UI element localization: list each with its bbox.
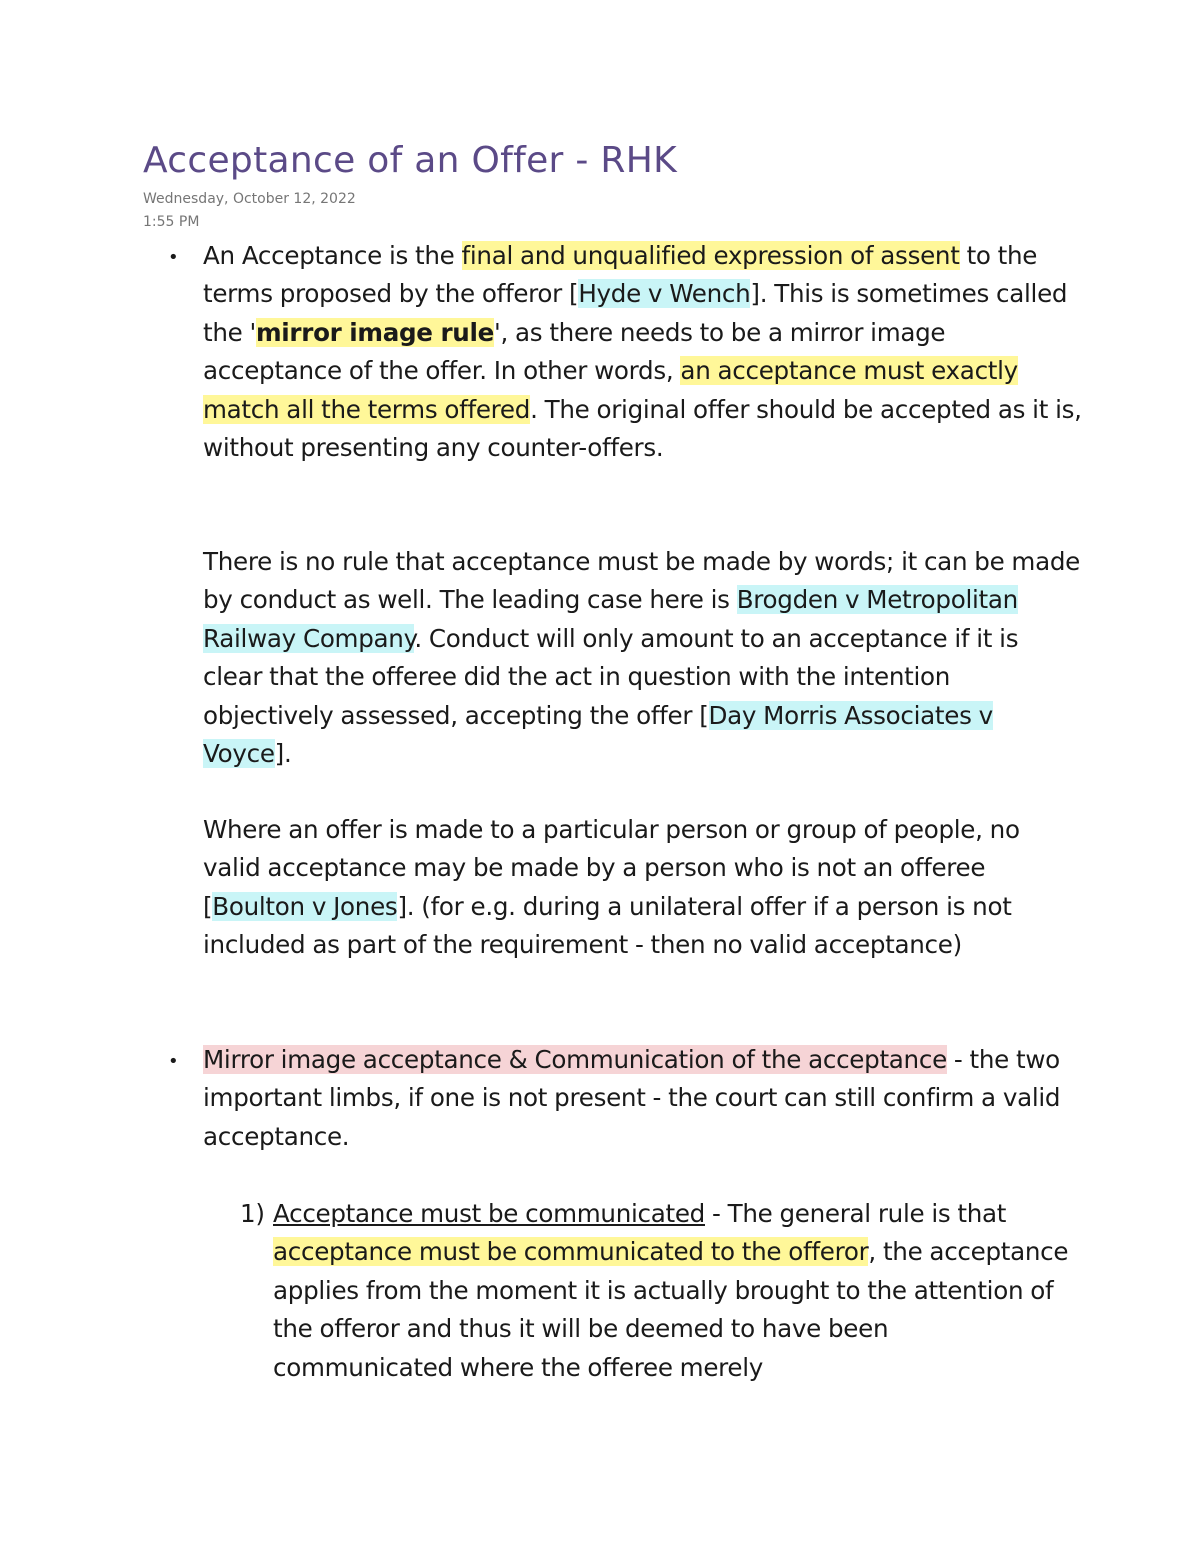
case-boulton-v-jones: Boulton v Jones [212,891,398,921]
bullet-2-paragraph: Mirror image acceptance & Communication of the acceptance - the two important limbs, if one is not present - the court can still confirm a valid acceptance. [203,1045,1061,1151]
case-brogden: Brogden v Metropolitan Railway Company [203,585,1018,653]
highlight-exact-match: an acceptance must exactly match all the terms offered [203,356,1018,424]
bullet-icon: • [168,1051,179,1072]
list-number: 1) [240,1199,265,1228]
bullet-1-paragraph-1: An Acceptance is the final and unqualified expression of assent to the terms proposed by the offeror [Hyde v Wench]. This is sometimes called the 'mirror image rule', as there needs to be a mirror image acceptance of the offer. In other words, an acceptance must exactly match all the terms offered. The original offer should be accepted as it is, without presenting any counter-offers. [203,241,1082,463]
case-hyde-v-wench: Hyde v Wench [578,279,751,309]
highlight-final-assent: final and unqualified expression of assent [461,241,960,270]
page-title: Acceptance of an Offer - RHK [143,140,678,181]
bullet-1-paragraph-3: Where an offer is made to a particular person or group of people, no valid acceptance may be made by a person who is not an offeree [Boulton v Jones]. (for e.g. during a unilateral offer if a person is not included as part of the requirement - then no valid acceptance) [203,815,1020,960]
bullet-1-paragraph-2: There is no rule that acceptance must be made by words; it can be made by conduct as well. The leading case here is Brogden v Metropolitan Railway Company. Conduct will only amount to an acceptance if it is clear that the offeree did the act in question with the intention objectively assessed, accepting the offer [Day Morris Associates v Voyce]. [203,547,1080,769]
note-time: 1:55 PM [143,214,200,230]
note-date: Wednesday, October 12, 2022 [143,191,356,207]
bullet-icon: • [168,247,179,268]
highlight-communicated: acceptance must be communicated to the offeror [273,1237,869,1267]
highlight-two-limbs: Mirror image acceptance & Communication of the acceptance [203,1045,947,1074]
case-day-morris: Day Morris Associates v Voyce [203,700,993,769]
underlined-heading: Acceptance must be communicated [273,1199,705,1228]
highlight-mirror-image-rule: mirror image rule [255,317,495,347]
numbered-item-1: Acceptance must be communicated - The general rule is that acceptance must be communicated to the offeror, the acceptance applies from the moment it is actually brought to the attention of the offeror and thus it will be deemed to have been communicated where the offeree merely [273,1199,1069,1382]
